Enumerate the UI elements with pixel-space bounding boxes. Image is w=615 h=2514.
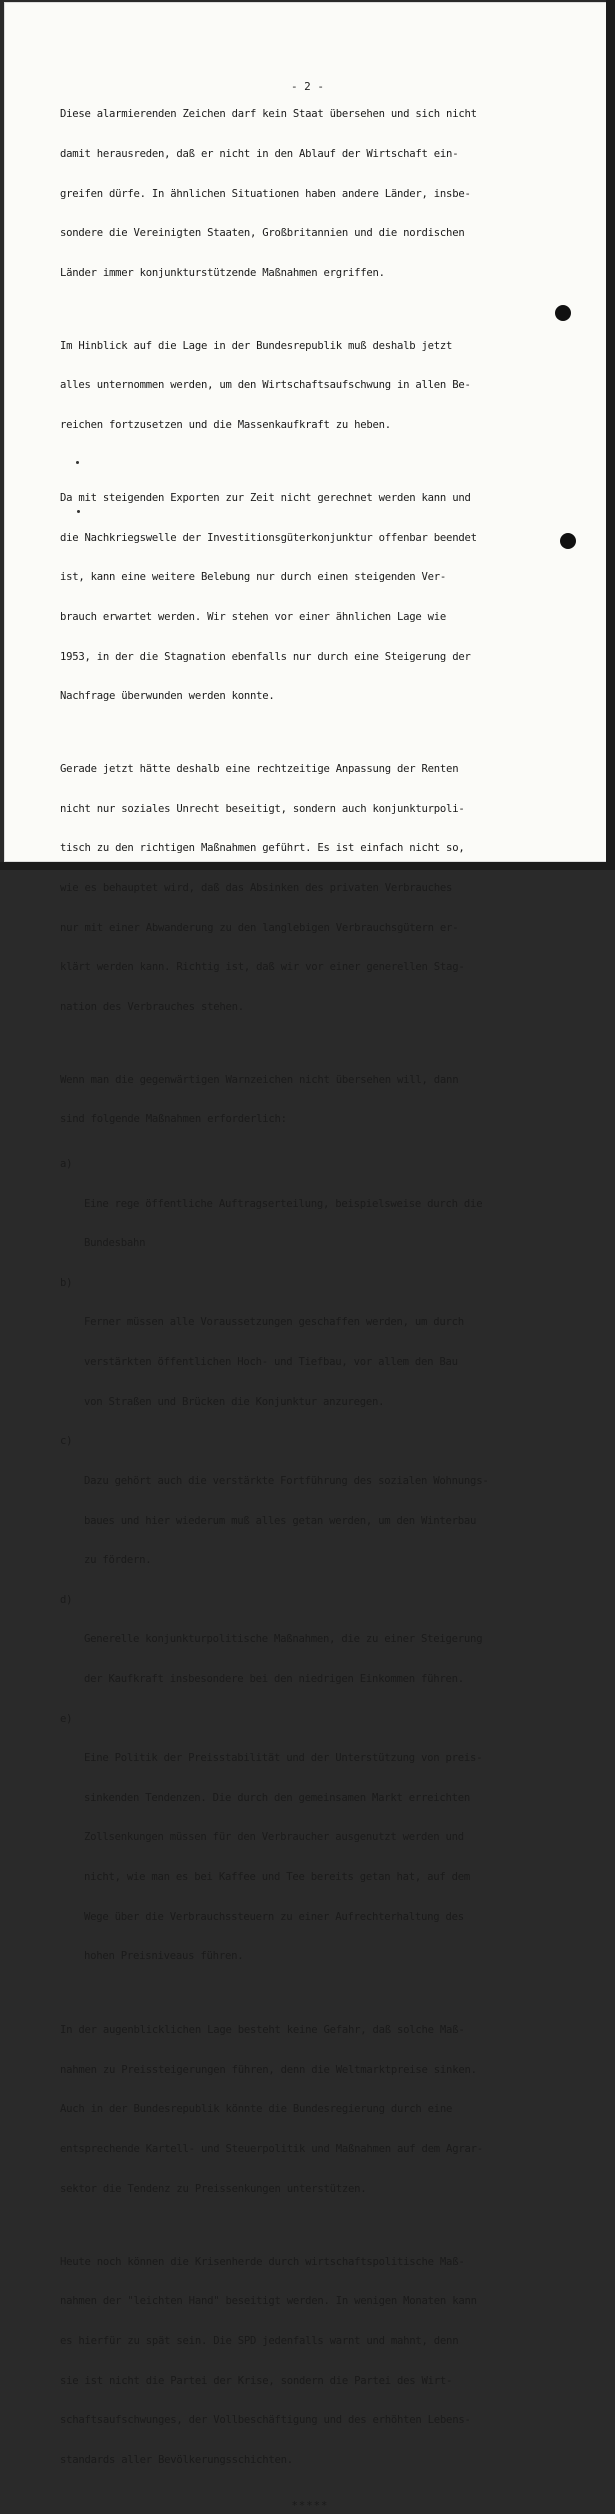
- text-line: hohen Preisniveaus führen.: [84, 1950, 244, 1963]
- paragraph-3: [60, 466, 560, 730]
- text-line: sondere die Vereinigten Staaten, Großbritannien und die nordischen: [60, 227, 465, 240]
- text-line: tisch zu den richtigen Maßnahmen geführt. Es ist einfach nicht so,: [60, 842, 465, 855]
- text-line: damit herausreden, daß er nicht in den Ablauf der Wirtschaft ein-: [60, 148, 459, 161]
- text-line: nahmen der "leichten Hand" beseitigt werden. In wenigen Monaten kann: [60, 2295, 477, 2308]
- text-line: Zollsenkungen müssen für den Verbraucher ausgenutzt werden und: [84, 1831, 464, 1844]
- text-line: nahmen zu Preissteigerungen führen, denn die Weltmarktpreise sinken.: [60, 2063, 477, 2076]
- list-intro: [60, 1047, 560, 1153]
- text-line: Da mit steigenden Exporten zur Zeit nicht gerechnet werden kann und: [60, 492, 471, 505]
- list-item-b: [60, 1277, 560, 1435]
- list-item-label: d): [60, 1593, 73, 1606]
- paragraph-2: [60, 313, 560, 458]
- text-line: Bundesbahn: [84, 1237, 146, 1250]
- text-line: ist, kann eine weitere Belebung nur durch einen steigenden Ver-: [60, 571, 447, 584]
- text-line: nicht nur soziales Unrecht beseitigt, sondern auch konjunkturpoli-: [60, 802, 465, 815]
- list-item-d: [60, 1594, 560, 1713]
- text-line: wie es behauptet wird, daß das Absinken des privaten Verbrauches: [60, 881, 453, 894]
- text-line: greifen dürfe. In ähnlichen Situationen haben andere Länder, insbe-: [60, 187, 471, 200]
- text-line: reichen fortzusetzen und die Massenkaufkraft zu heben.: [60, 419, 391, 432]
- text-line: sie ist nicht die Partei der Krise, sondern die Partei des Wirt-: [60, 2374, 453, 2387]
- text-line: Länder immer konjunkturstützende Maßnahmen ergriffen.: [60, 266, 385, 279]
- text-line: nur mit einer Abwanderung zu den langlebigen Verbrauchsgütern er-: [60, 921, 459, 934]
- text-line: Auch in der Bundesrepublik könnte die Bundesregierung durch eine: [60, 2103, 453, 2116]
- text-line: alles unternommen werden, um den Wirtschaftsaufschwung in allen Be-: [60, 379, 471, 392]
- text-line: Nachfrage überwunden werden konnte.: [60, 690, 275, 703]
- list-item-label: c): [60, 1435, 73, 1448]
- scan-border-right: [606, 0, 615, 870]
- paragraph-4: [60, 737, 560, 1041]
- text-line: brauch erwartet werden. Wir stehen vor einer ähnlichen Lage wie: [60, 610, 447, 623]
- text-line: Eine Politik der Preisstabilität und der Unterstützung von preis-: [84, 1752, 483, 1765]
- text-line: von Straßen und Brücken die Konjunktur anzuregen.: [84, 1395, 385, 1408]
- end-mark: *****: [291, 2500, 329, 2513]
- paragraph-5: [60, 1998, 560, 2222]
- text-line: Dazu gehört auch die verstärkte Fortführung des sozialen Wohnungs-: [84, 1474, 489, 1487]
- text-line: Ferner müssen alle Voraussetzungen geschaffen werden, um durch: [84, 1316, 464, 1329]
- paragraph-1: [60, 82, 560, 306]
- page-number: - 2 -: [290, 80, 325, 93]
- text-line: Diese alarmierenden Zeichen darf kein Staat übersehen und sich nicht: [60, 108, 477, 121]
- text-line: Gerade jetzt hätte deshalb eine rechtzeitige Anpassung der Renten: [60, 763, 459, 776]
- text-line: baues und hier wiederum muß alles getan werden, um den Winterbau: [84, 1514, 477, 1527]
- text-line: Wege über die Verbrauchssteuern zu einer Aufrechterhaltung des: [84, 1910, 464, 1923]
- text-line: es hierfür zu spät sein. Die SPD jedenfalls warnt und mahnt, denn: [60, 2334, 459, 2347]
- text-line: sind folgende Maßnahmen erforderlich:: [60, 1113, 287, 1126]
- text-line: Im Hinblick auf die Lage in der Bundesrepublik muß deshalb jetzt: [60, 339, 453, 352]
- text-line: Generelle konjunkturpolitische Maßnahmen, die zu einer Steigerung: [84, 1633, 483, 1646]
- text-line: sektor die Tendenz zu Preissenkungen unterstützen.: [60, 2182, 367, 2195]
- text-line: die Nachkriegswelle der Investitionsgüterkonjunktur offenbar beendet: [60, 531, 477, 544]
- text-line: der Kaufkraft insbesondere bei den niedrigen Einkommen führen.: [84, 1672, 464, 1685]
- text-line: klärt werden kann. Richtig ist, daß wir vor einer generellen Stag-: [60, 961, 465, 974]
- text-line: 1953, in der die Stagnation ebenfalls nur durch eine Steigerung der: [60, 650, 471, 663]
- text-line: zu fördern.: [84, 1554, 152, 1567]
- text-line: Wenn man die gegenwärtigen Warnzeichen nicht übersehen will, dann: [60, 1073, 459, 1086]
- list-item-c: [60, 1435, 560, 1593]
- list-item-a: [60, 1158, 560, 1277]
- text-line: Eine rege öffentliche Auftragserteilung, beispielsweise durch die: [84, 1197, 483, 1210]
- text-line: schaftsaufschwunges, der Vollbeschäftigung und des erhöhten Lebens-: [60, 2414, 471, 2427]
- list-item-label: b): [60, 1276, 73, 1289]
- text-line: nicht, wie man es bei Kaffee und Tee bereits getan hat, auf dem: [84, 1871, 471, 1884]
- text-line: sinkenden Tendenzen. Die durch den gemeinsamen Markt erreichten: [84, 1791, 471, 1804]
- text-line: Heute noch können die Krisenherde durch wirtschaftspolitische Maß-: [60, 2255, 465, 2268]
- text-line: In der augenblicklichen Lage besteht keine Gefahr, daß solche Maß-: [60, 2024, 465, 2037]
- document-body: [60, 82, 560, 2514]
- list-item-e: [60, 1713, 560, 1990]
- text-line: standards aller Bevölkerungsschichten.: [60, 2453, 293, 2466]
- list-item-label: e): [60, 1712, 73, 1725]
- list-item-label: a): [60, 1158, 73, 1171]
- measures-list: [60, 1158, 560, 1990]
- paragraph-6: [60, 2229, 560, 2493]
- text-line: verstärkten öffentlichen Hoch- und Tiefbau, vor allem den Bau: [84, 1356, 458, 1369]
- text-line: nation des Verbrauches stehen.: [60, 1000, 244, 1013]
- text-line: entsprechende Kartell- und Steuerpolitik und Maßnahmen auf dem Agrar-: [60, 2143, 483, 2156]
- punch-hole-lower: [560, 533, 576, 549]
